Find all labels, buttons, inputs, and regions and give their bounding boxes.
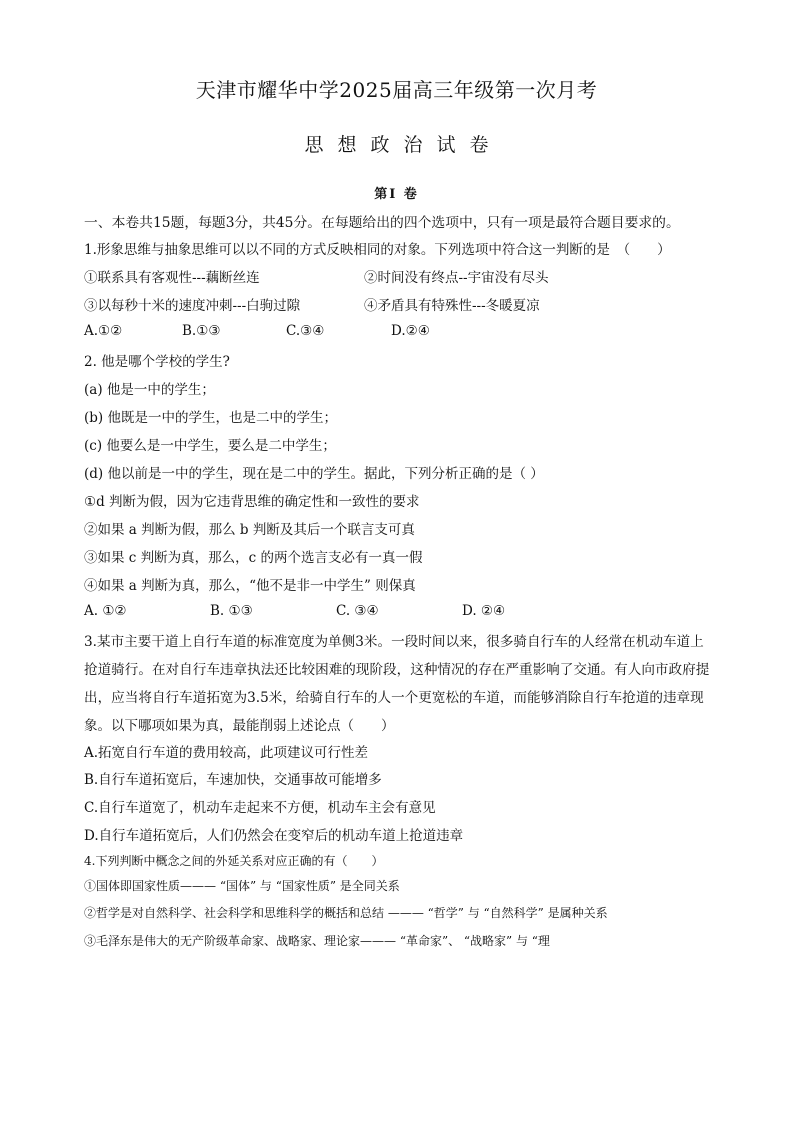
q3-stem-line-1: 3.某市主要干道上自行车道的标准宽度为单侧3米。一段时间以来，很多骑自行车的人经常在机动车道上: [84, 634, 704, 650]
q3-option-c: C.自行车道宽了，机动车走起来不方便，机动车主会有意见: [84, 800, 436, 816]
q2-stem: 2. 他是哪个学校的学生?: [84, 354, 230, 370]
q1-statement-2: ②时间没有终点--宇宙没有尽头: [364, 270, 549, 286]
q3-stem-line-3: 出，应当将自行车道拓宽为3.5米，给骑自行车的人一个更宽松的车道，而能够消除自行车抢道的违章现: [84, 690, 704, 706]
q2-item-a: (a) 他是一中的学生；: [84, 382, 215, 398]
q3-stem-line-2: 抢道骑行。在对自行车违章执法还比较困难的现阶段，这种情况的存在严重影响了交通。有人向市政府提: [84, 662, 710, 678]
exam-title: 天津市耀华中学2025届高三年级第一次月考: [195, 78, 598, 102]
instructions: 一、本卷共15题，每题3分，共45分。在每题给出的四个选项中，只有一项是最符合题目要求的。: [84, 215, 680, 231]
section-heading: 第Ⅰ 卷: [374, 187, 419, 202]
q4-statement-2: ②哲学是对自然科学、社会科学和思维科学的概括和总结 ——— “哲学” 与 “自然科学” 是属种关系: [84, 906, 608, 920]
q1-option-d: D.②④: [391, 323, 430, 339]
q2-statement-3: ③如果 c 判断为真，那么，c 的两个选言支必有一真一假: [84, 550, 423, 566]
q2-option-a: A. ①②: [84, 603, 127, 619]
q1-option-a: A.①②: [84, 323, 123, 339]
q2-option-c: C. ③④: [336, 603, 379, 619]
q2-statement-1: ①d 判断为假，因为它违背思维的确定性和一致性的要求: [84, 494, 420, 510]
q3-option-d: D.自行车道拓宽后，人们仍然会在变窄后的机动车道上抢道违章: [84, 828, 464, 844]
q1-option-c: C.③④: [286, 323, 325, 339]
q2-option-b: B. ①③: [210, 603, 253, 619]
q2-item-c: (c) 他要么是一中学生，要么是二中学生；: [84, 438, 336, 454]
q1-option-b: B.①③: [182, 323, 221, 339]
q2-item-b: (b) 他既是一中的学生，也是二中的学生；: [84, 410, 337, 426]
q2-statement-4: ④如果 a 判断为真，那么，“他不是非一中学生” 则保真: [84, 578, 416, 594]
q4-statement-1: ①国体即国家性质——— “国体” 与 “国家性质” 是全同关系: [84, 879, 400, 893]
q3-option-b: B.自行车道拓宽后，车速加快，交通事故可能增多: [84, 772, 382, 788]
q4-statement-3: ③毛泽东是伟大的无产阶级革命家、战略家、理论家——— “革命家”、 “战略家” 与 “理: [84, 934, 550, 948]
exam-subtitle: 思想政治试卷: [304, 134, 503, 156]
q1-statement-1: ①联系具有客观性---藕断丝连: [84, 270, 260, 286]
q4-stem: 4.下列判断中概念之间的外延关系对应正确的有（ ）: [84, 854, 384, 868]
q3-stem-line-4: 象。以下哪项如果为真，最能削弱上述论点（ ）: [84, 718, 395, 734]
q3-option-a: A.拓宽自行车道的费用较高，此项建议可行性差: [84, 745, 369, 761]
q2-statement-2: ②如果 a 判断为假，那么 b 判断及其后一个联言支可真: [84, 522, 415, 538]
q1-stem: 1.形象思维与抽象思维可以以不同的方式反映相同的对象。下列选项中符合这一判断的是 （ ）: [84, 242, 671, 258]
q2-item-d: (d) 他以前是一中的学生，现在是二中的学生。据此，下列分析正确的是（ ）: [84, 466, 544, 482]
q1-statement-4: ④矛盾具有特殊性---冬暖夏凉: [364, 298, 540, 314]
q1-statement-3: ③以每秒十米的速度冲刺---白驹过隙: [84, 298, 301, 314]
q2-option-d: D. ②④: [462, 603, 506, 619]
